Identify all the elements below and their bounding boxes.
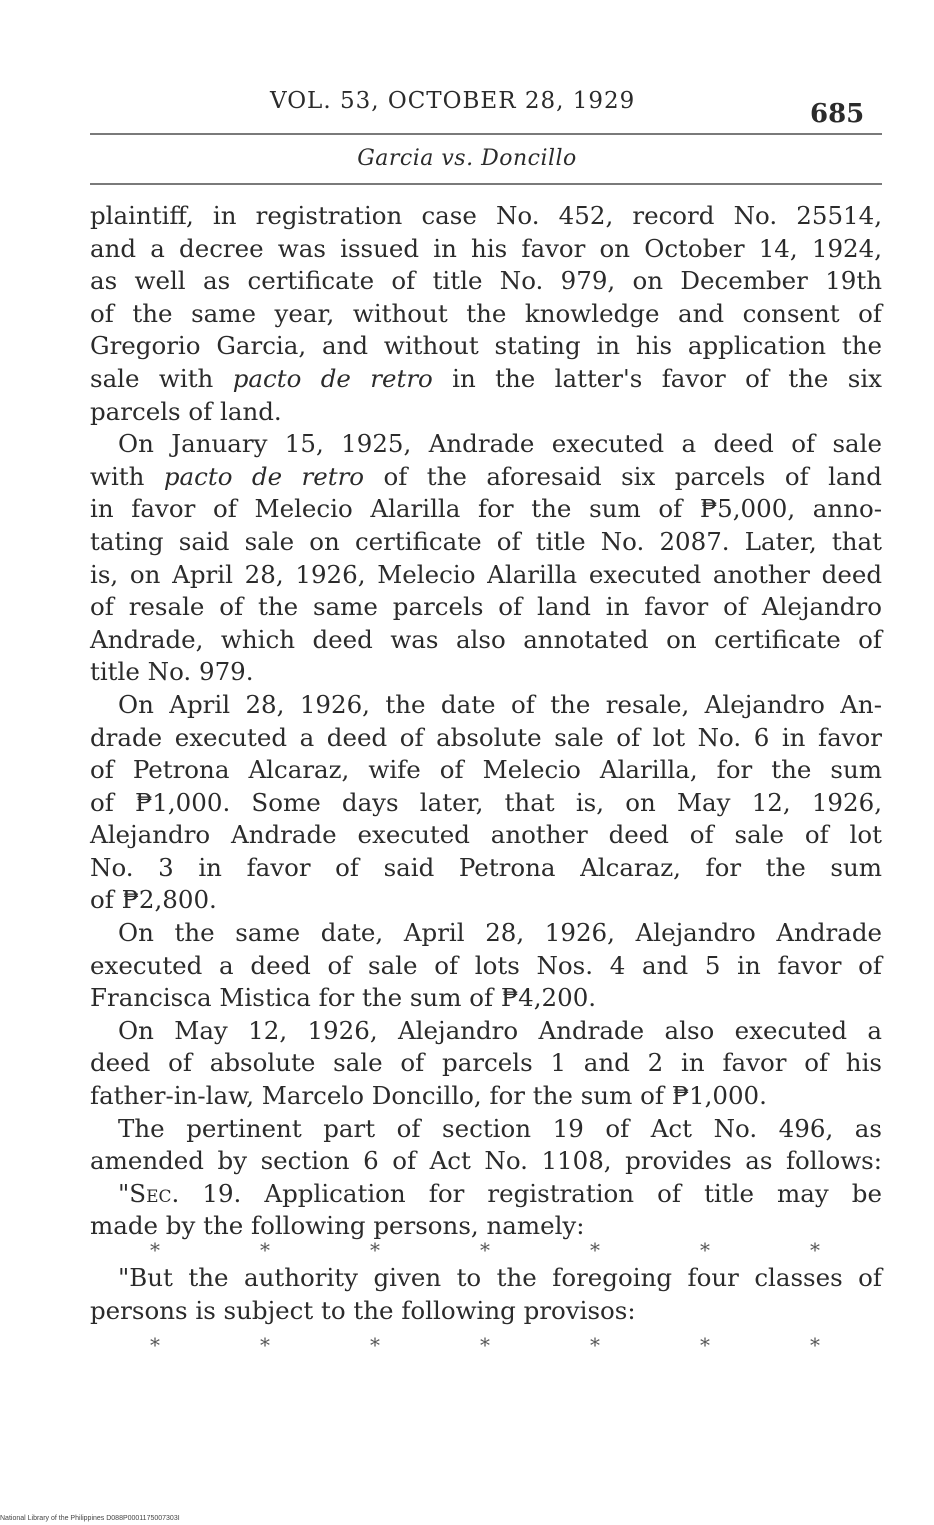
text-line: is, on April 28, 1926, Melecio Alarilla executed another deed — [90, 559, 882, 589]
asterisk: * — [810, 1238, 820, 1262]
text-line: drade executed a deed of absolute sale of lot No. 6 in favor — [90, 722, 882, 752]
text-line: Andrade, which deed was also annotated on certificate of — [90, 624, 882, 654]
text-line: title No. 979. — [90, 657, 254, 687]
paragraph-4 — [90, 917, 882, 1015]
asterisk: * — [700, 1238, 710, 1262]
body-text — [90, 200, 882, 1243]
paragraph-3 — [90, 689, 882, 917]
text-line: On the same date, April 28, 1926, Alejandro Andrade — [118, 918, 882, 948]
page-number: 685 — [810, 99, 865, 129]
asterisk: * — [590, 1238, 600, 1262]
text-line: and a decree was issued in his favor on October 14, 1924, — [90, 233, 882, 263]
text-line: No. 3 in favor of said Petrona Alcaraz, for the sum — [90, 852, 882, 882]
text-line: "But the authority given to the foregoing four classes of — [118, 1263, 882, 1292]
text-line: plaintiff, in registration case No. 452, record No. 25514, — [90, 201, 882, 230]
body-text-continued — [90, 1262, 882, 1327]
paragraph-1 — [90, 200, 882, 428]
text-line: persons is subject to the following provisos: — [90, 1295, 636, 1325]
case-title: Garcia vs. Doncillo — [357, 146, 577, 171]
text-line: as well as certificate of title No. 979, on December 19th — [90, 266, 882, 296]
paragraph-7 — [90, 1178, 882, 1243]
section-abbrev: Sec — [129, 1178, 172, 1208]
text-line: parcels of land. — [90, 396, 282, 426]
text-fragment: with — [90, 461, 164, 491]
text-line: amended by section 6 of Act No. 1108, provides as follows: — [90, 1146, 882, 1176]
running-head: VOL. 53, OCTOBER 28, 1929 — [270, 88, 636, 114]
paragraph-2 — [90, 428, 882, 689]
ellipsis-row — [150, 1238, 820, 1262]
text-line: tating said sale on certificate of title No. 2087. Later, that — [90, 526, 882, 556]
italic-term: pacto de retro — [163, 461, 365, 491]
text-line: made by the following persons, namely: — [90, 1211, 585, 1241]
asterisk: * — [480, 1238, 490, 1262]
text-line: Gregorio Garcia, and without stating in his application the — [90, 331, 882, 361]
paragraph-5 — [90, 1015, 882, 1113]
text-line: deed of absolute sale of parcels 1 and 2 in favor of his — [90, 1048, 882, 1078]
text-line — [90, 461, 882, 494]
asterisk: * — [480, 1333, 490, 1357]
paragraph-6 — [90, 1113, 882, 1178]
text-fragment: sale with — [90, 363, 233, 393]
text-line: of the same year, without the knowledge and consent of — [90, 298, 882, 328]
asterisk: * — [810, 1333, 820, 1357]
asterisk: * — [150, 1238, 160, 1262]
asterisk: * — [370, 1238, 380, 1262]
header-rule-bottom — [90, 183, 882, 185]
ellipsis-row — [150, 1333, 820, 1357]
asterisk: * — [260, 1333, 270, 1357]
text-line — [90, 363, 882, 396]
text-line: On May 12, 1926, Alejandro Andrade also executed a — [118, 1015, 882, 1045]
quote-mark: " — [118, 1178, 130, 1208]
text-line: Alejandro Andrade executed another deed of sale of lot — [90, 820, 882, 850]
text-line: of Petrona Alcaraz, wife of Melecio Alarilla, for the sum — [90, 755, 882, 785]
asterisk: * — [590, 1333, 600, 1357]
text-line: Francisca Mistica for the sum of ₱4,200. — [90, 983, 597, 1013]
text-fragment: of the aforesaid six parcels of land — [364, 461, 882, 491]
paragraph-8 — [90, 1262, 882, 1327]
asterisk: * — [700, 1333, 710, 1357]
text-fragment: in the latter's favor of the six — [432, 363, 882, 393]
text-line: of ₱2,800. — [90, 885, 217, 915]
text-fragment: . 19. Application for registration of title may be — [171, 1178, 882, 1208]
text-line: of ₱1,000. Some days later, that is, on May 12, 1926, — [90, 787, 882, 817]
text-line — [90, 1178, 882, 1211]
text-line: of resale of the same parcels of land in favor of Alejandro — [90, 592, 882, 622]
text-line: On January 15, 1925, Andrade executed a deed of sale — [118, 429, 882, 459]
text-line: On April 28, 1926, the date of the resale, Alejandro An- — [118, 689, 882, 719]
asterisk: * — [150, 1333, 160, 1357]
text-line: in favor of Melecio Alarilla for the sum of ₱5,000, anno- — [90, 494, 882, 524]
text-line: father-in-law, Marcelo Doncillo, for the sum of ₱1,000. — [90, 1081, 767, 1111]
scan-footer: National Library of the Philippines D088P0001175007303I — [0, 1515, 180, 1522]
italic-term: pacto de retro — [232, 363, 433, 393]
asterisk: * — [370, 1333, 380, 1357]
asterisk: * — [260, 1238, 270, 1262]
header-rule-top — [90, 133, 882, 135]
text-line: executed a deed of sale of lots Nos. 4 and 5 in favor of — [90, 950, 882, 980]
text-line: The pertinent part of section 19 of Act No. 496, as — [118, 1113, 882, 1143]
